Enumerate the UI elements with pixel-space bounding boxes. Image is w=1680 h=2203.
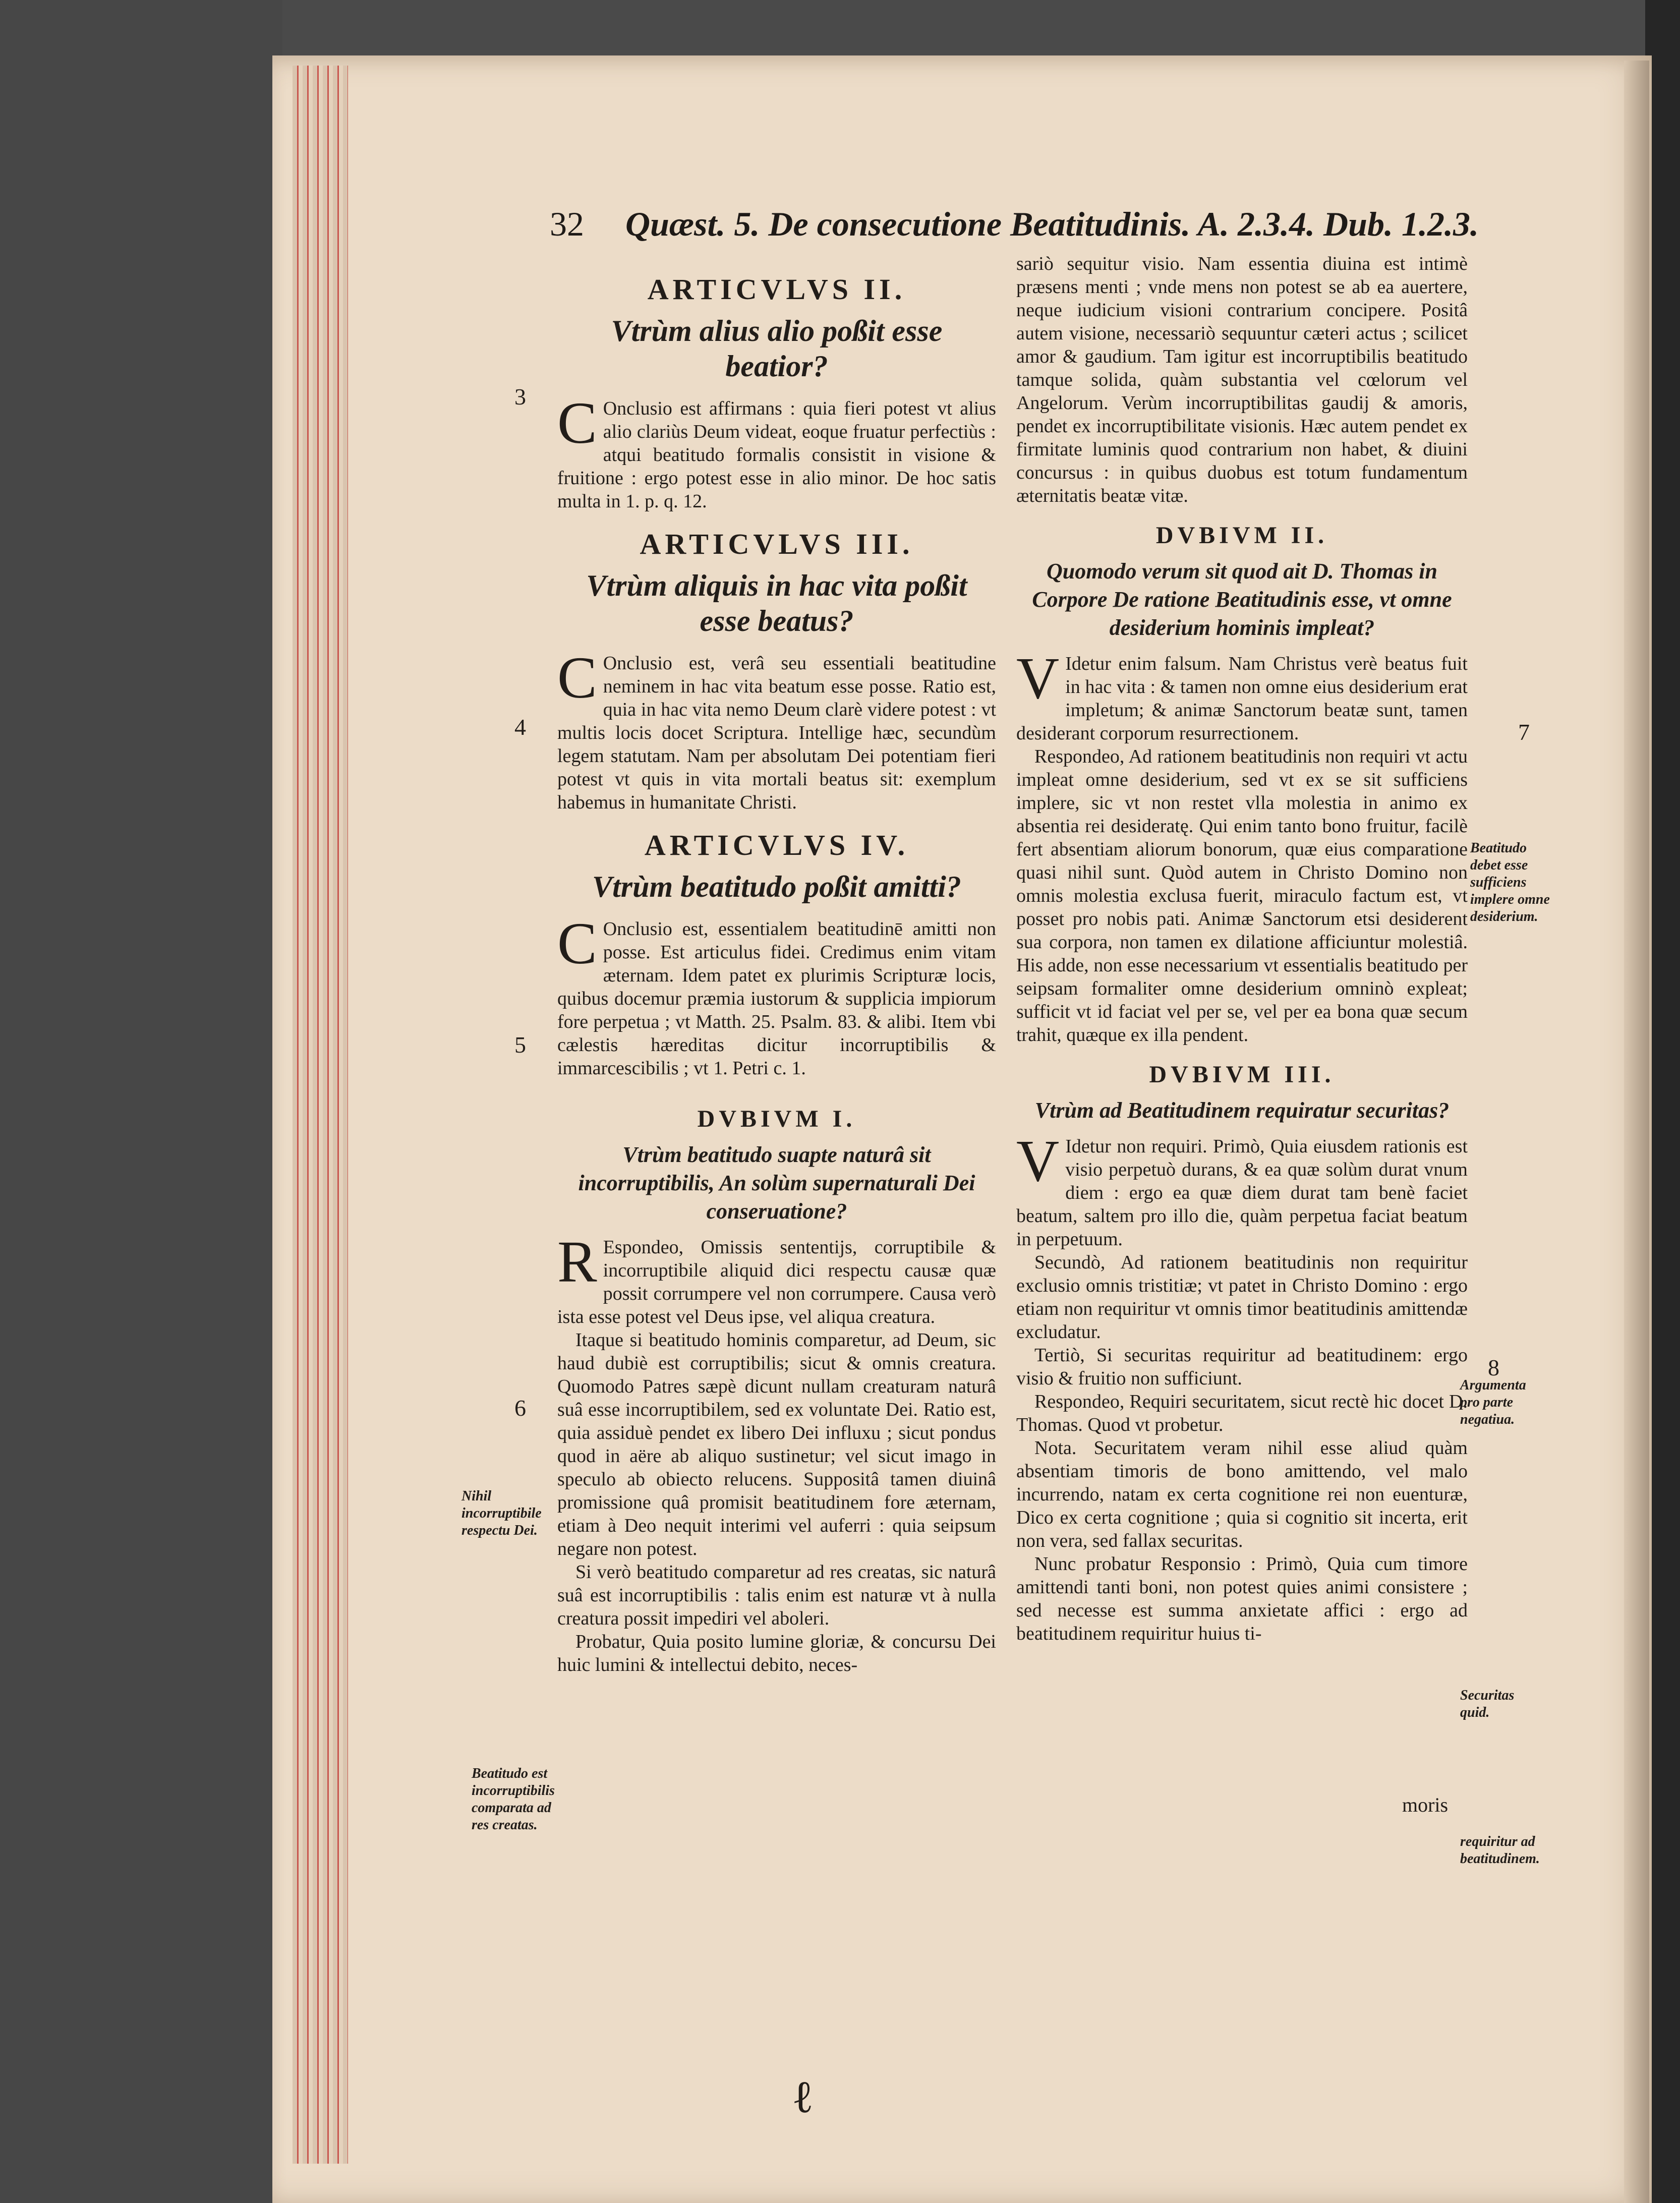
dropcap: V	[1016, 1128, 1060, 1194]
dubium-3-paragraph-5: Nota. Securitatem veram nihil esse aliud quàm absentiam timoris de bono amittendo, vel malo incurrendo, natam ex certa cognitione rei non euenturæ, Dico ex certa cognitione ; quia si cognitio sit incerta, erit non vera, sed fallax securitas.	[1016, 1437, 1468, 1551]
left-column	[557, 272, 996, 1676]
margin-number-3: 3	[514, 384, 526, 410]
running-head	[550, 204, 1479, 260]
dubium-1-question: Vtrùm beatitudo suapte naturâ sit incorruptibilis, An solùm supernaturali Dei conseruatione?	[578, 1142, 975, 1224]
scan-background-left	[0, 0, 282, 2203]
margin-note-beatitudo-est: Beatitudo est incorruptibilis comparata ad res creatas.	[472, 1766, 555, 1833]
margin-number-8: 8	[1488, 1355, 1499, 1380]
margin-number-7: 7	[1518, 719, 1530, 745]
dubium-1-paragraph-1: R Espondeo, Omissis sententijs, corruptibile & incorruptibile aliquid dici respectu causæ quæ possit corrumpere vel non corrumpere. Causa verò ista esse potest vel Deus ipse, vel aliqua creatura.	[557, 1229, 996, 1327]
dropcap: C	[557, 390, 597, 456]
article-4-text: C Onclusio est, essentialem beatitudinē amitti non posse. Est articulus fidei. Credimus enim vitam æternam. Idem patet ex plurimis Scripturæ locis, quibus docemur præmia iustorum & supplicia impiorum fore perpetua ; vt Matth. 25. Psalm. 83. & alibi. Item vbi cælestis hæreditas dicitur incorruptibilis & immarcescibilis ; vt 1. Petri c. 1.	[557, 910, 996, 1079]
catchword: moris	[1402, 1793, 1449, 1816]
running-title: Quæst. 5. De consecutione Beatitudinis. A. 2.3.4. Dub. 1.2.3.	[625, 205, 1479, 243]
page-edges-red	[293, 66, 348, 2164]
margin-note-requiritur: requiritur ad beatitudinem.	[1460, 1834, 1540, 1867]
margin-note-beatitudo-debet: Beatitudo debet esse sufficiens implere omne desiderium.	[1470, 840, 1550, 924]
margin-number-6: 6	[514, 1395, 526, 1421]
dubium-1-heading: DVBIVM I.	[697, 1106, 856, 1132]
dubium-3-question: Vtrùm ad Beatitudinem requiratur securitas?	[1034, 1098, 1450, 1123]
margin-note-argumenta: Argumenta pro parte negatiua.	[1460, 1377, 1526, 1427]
dubium-3-heading: DVBIVM III.	[1149, 1061, 1335, 1088]
article-3-question: Vtrùm aliquis in hac vita poßit esse beatus?	[586, 569, 967, 637]
dubium-1-paragraph-4: Probatur, Quia posito lumine gloriæ, & concursu Dei huic lumini & intellectui debito, neces-	[557, 1631, 996, 1675]
article-2-text: C Onclusio est affirmans : quia fieri potest vt alius alio clariùs Deum videat, eoque fruatur perfectiùs : atqui beatitudo formalis consistit in visione & fruitione : ergo potest esse in alio minor. De hoc satis multa in 1. p. q. 12.	[557, 390, 996, 512]
right-column	[1016, 252, 1468, 1645]
dubium-3-paragraph-6: Nunc probatur Responsio : Primò, Quia cum timore amittendi tanti boni, non potest quies animi consistere ; sed necesse est summa anxietate affici : ergo ad beatitudinem requiritur huius ti-	[1016, 1553, 1468, 1644]
dubium-2-paragraph-2: Respondeo, Ad rationem beatitudinis non requiri vt actu impleat omne desiderium, sed vt ex se sit sufficiens implere, sic vt non restet vlla molestia in animo ex absentia rei desideratę. Qui enim tanto bono fruitur, facilè fert absentiam aliorum bonorum, quæ eius comparatione quasi nihil sunt. Quòd autem in Christo Domino non omnis molestia exclusa fuerit, miraculo factum est, vt posset pro nobis pati. Animæ Sanctorum etsi desiderent sua corpora, non tamen ex dilatione afficiuntur molestiâ. His adde, non esse necessarium vt essentialis beatitudo per seipsam formaliter omne desiderium omninò expleat; sufficit vt id faciat vel per se, vel per ea bona quæ secum trahit, quæque ex illa pendent.	[1016, 746, 1468, 1046]
margin-note-nihil: Nihil incorruptibile respectu Dei.	[461, 1488, 542, 1538]
continued-text: sariò sequitur visio. Nam essentia diuina est intimè præsens menti ; vnde mens non potest se ab ea auertere, neque iudicium visioni contrarium concipere. Positâ autem visione, necessariò sequuntur cæteri actus ; scilicet amor & gaudium. Tam igitur est incorruptibilis beatitudo tamque solida, quàm substantia vel cœlorum vel Angelorum. Verùm incorruptibilitas gaudij & amoris, pendet ex incorruptibilitate visionis. Hæc autem pendet ex firmitate luminis quod contrarium non habet, & diuini concursus : in quibus duobus est totum fundamentum æternitatis beatæ vitæ.	[1016, 253, 1468, 506]
article-2-heading: ARTICVLVS II.	[647, 273, 906, 306]
dubium-3-paragraph-1: V Idetur non requiri. Primò, Quia eiusdem rationis est visio perpetuò durans, & ea quæ solùm durat vnum diem : ergo ea quæ diem durat tam benè faciet beatum, saltem pro illo die, quàm perpetua faciat beatum in perpetuum.	[1016, 1128, 1468, 1250]
dubium-3-paragraph-3: Tertiò, Si securitas requiritur ad beatitudinem: ergo visio & fruitio non sufficiunt.	[1016, 1345, 1468, 1389]
margin-number-4: 4	[514, 714, 526, 740]
dropcap: C	[557, 910, 597, 976]
dubium-2-heading: DVBIVM II.	[1155, 522, 1328, 549]
dubium-1-paragraph-2: Itaque si beatitudo hominis comparetur, ad Deum, sic haud dubiè est corruptibilis; sicut & omnis creatura. Quomodo Patres sæpè dicunt nullam creaturam naturâ suâ esse incorruptibilem, sed ex voluntate Dei. Ratio est, quia assiduè pendet ex libero Dei influxu ; sicut pondus quod in aëre ab aliquo sustinetur; vel sicut imago in speculo ab obiecto relucens. Suppositâ tamen diuinâ promissione quâ promisit beatitudinem fore æternam, etiam à Deo nequit interimi vel auferri : quia seipsum negare non potest.	[557, 1329, 996, 1559]
article-3-text: C Onclusio est, verâ seu essentiali beatitudine neminem in hac vita beatum esse posse. Ratio est, quia in hac vita nemo Deum clarè videre potest : vt multis locis docet Scriptura. Intellige hæc, secundùm legem statutam. Nam per absolutam Dei potentiam fieri potest vt quis in vita mortali beatus sit: exemplum habemus in humanitate Christi.	[557, 645, 996, 813]
signature-mark-icon: ℓ	[792, 2070, 814, 2123]
article-3-heading: ARTICVLVS III.	[640, 528, 914, 560]
dubium-2-paragraph-1: V Idetur enim falsum. Nam Christus verè beatus fuit in hac vita : & tamen non omne eius desiderium erat impletum; & animæ Sanctorum beatæ sunt, tamen desiderant corporum resurrectionem.	[1016, 645, 1468, 744]
dropcap: C	[557, 645, 597, 711]
dubium-3-paragraph-2: Secundò, Ad rationem beatitudinis non requiritur exclusio omnis tristitiæ; vt patet in Christo Domino : ergo etiam non requiritur vt omnis timor beatitudinis amittendæ excludatur.	[1016, 1252, 1468, 1343]
dropcap: V	[1016, 645, 1060, 711]
page-number: 32	[550, 205, 584, 243]
dubium-2-question: Quomodo verum sit quod ait D. Thomas in Corpore De ratione Beatitudinis esse, vt omne desiderium hominis impleat?	[1032, 559, 1452, 640]
dropcap: R	[557, 1229, 597, 1295]
article-4-heading: ARTICVLVS IV.	[644, 829, 909, 861]
dubium-3-paragraph-4: Respondeo, Requiri securitatem, sicut rectè hic docet D. Thomas. Quod vt probetur.	[1016, 1391, 1468, 1435]
dubium-1-paragraph-3: Si verò beatitudo comparetur ad res creatas, sic naturâ suâ est incorruptibilis : talis enim est naturæ vt à nulla creatura possit impediri vel aboleri.	[557, 1561, 996, 1629]
margin-number-5: 5	[514, 1032, 526, 1058]
facing-page-edge	[1624, 61, 1649, 2203]
margin-note-securitas: Securitas quid.	[1460, 1688, 1515, 1720]
article-4-question: Vtrùm beatitudo poßit amitti?	[592, 870, 961, 903]
article-2-question: Vtrùm alius alio poßit esse beatior?	[611, 314, 943, 383]
